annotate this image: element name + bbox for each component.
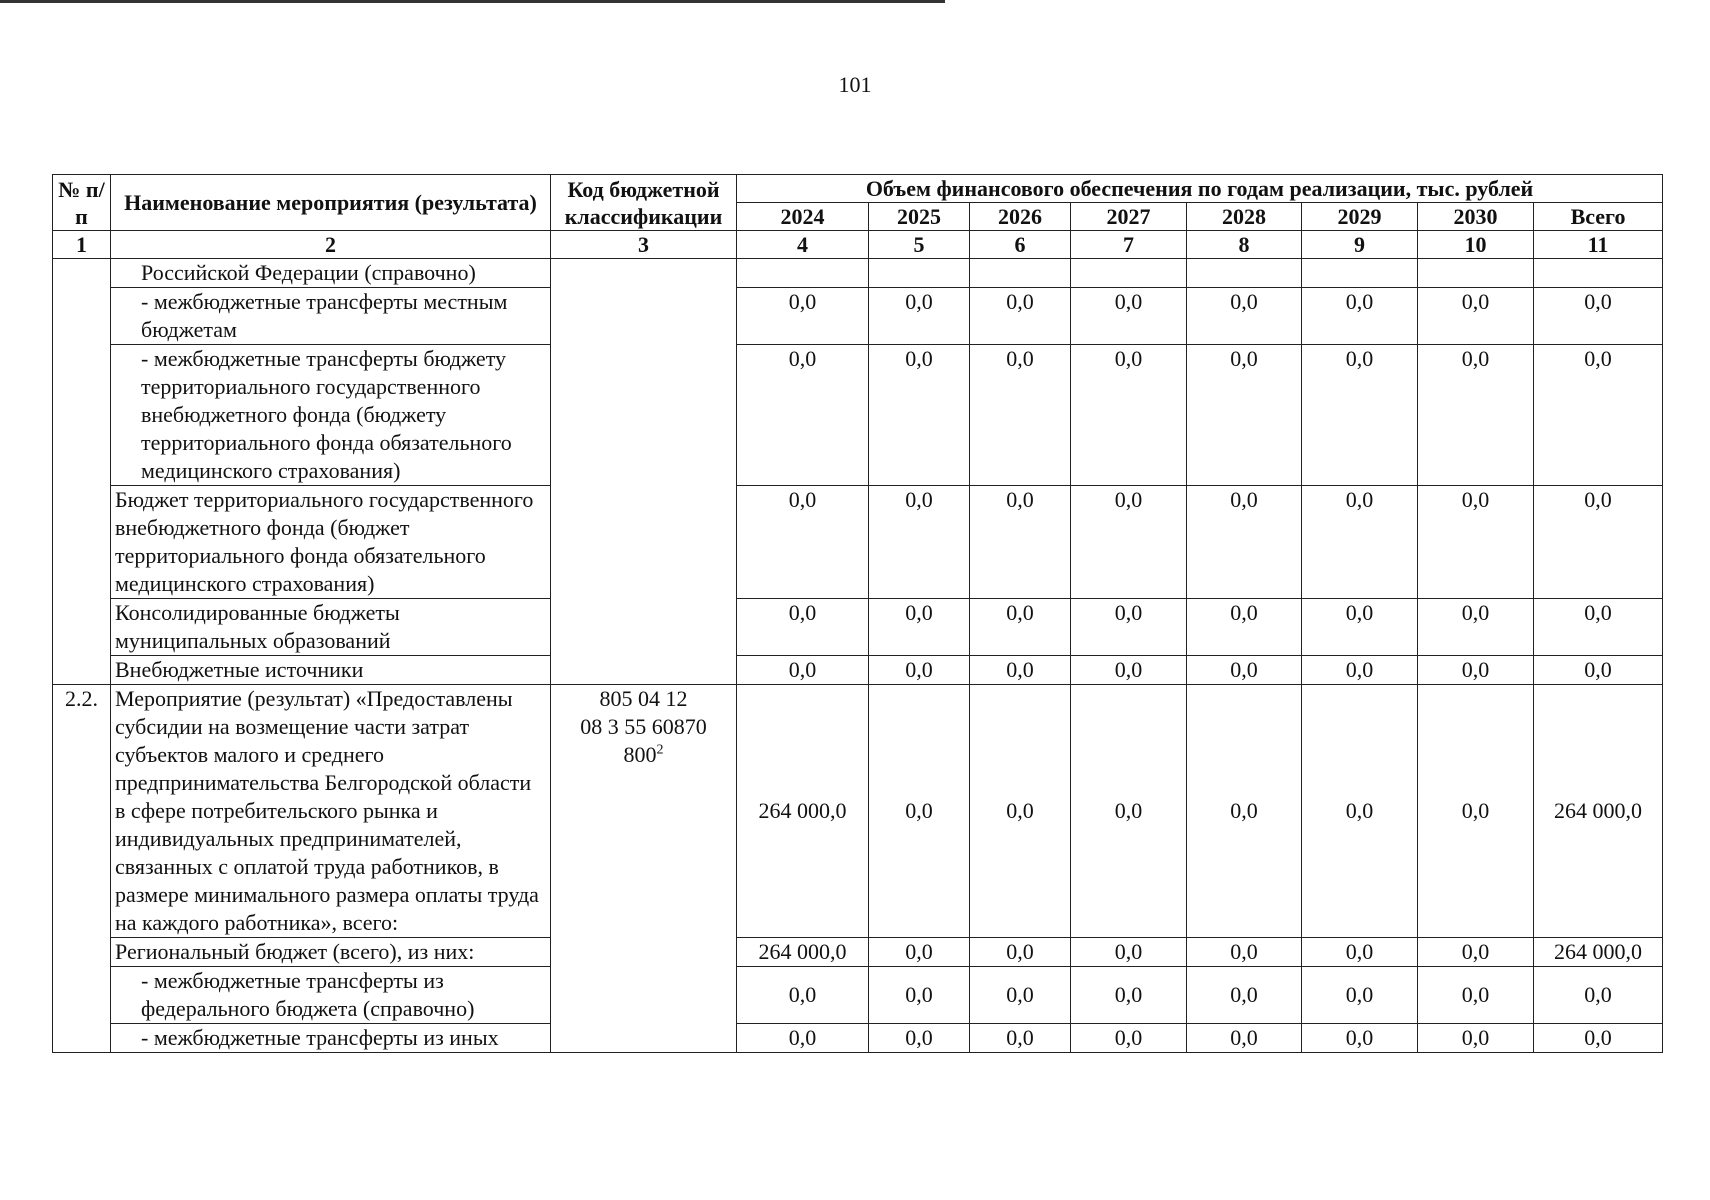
value-cell: 0,0 xyxy=(1187,685,1302,938)
value-cell: 0,0 xyxy=(869,599,970,656)
col-number: 3 xyxy=(551,231,737,259)
value-cell: 0,0 xyxy=(1187,1024,1302,1053)
col-number: 5 xyxy=(869,231,970,259)
row-name: Бюджет территориального государственного внебюджетного фонда (бюджет территориального фонда обязательного медицинского страхования) xyxy=(111,486,551,599)
col-number: 6 xyxy=(970,231,1071,259)
value-cell: 0,0 xyxy=(970,967,1071,1024)
col-number: 7 xyxy=(1071,231,1187,259)
total-cell: 0,0 xyxy=(1534,1024,1663,1053)
value-cell: 0,0 xyxy=(1071,1024,1187,1053)
header-year: 2026 xyxy=(970,203,1071,231)
value-cell: 0,0 xyxy=(869,967,970,1024)
total-cell: 0,0 xyxy=(1534,656,1663,685)
value-cell: 0,0 xyxy=(1071,288,1187,345)
header-year: 2024 xyxy=(737,203,869,231)
table-row xyxy=(53,345,1663,486)
total-cell: 264 000,0 xyxy=(1534,938,1663,967)
value-cell: 0,0 xyxy=(1071,345,1187,486)
value-cell: 0,0 xyxy=(1418,1024,1534,1053)
value-cell: 0,0 xyxy=(970,288,1071,345)
header-total: Всего xyxy=(1534,203,1663,231)
table-row xyxy=(53,486,1663,599)
header-year: 2028 xyxy=(1187,203,1302,231)
col-number: 1 xyxy=(53,231,111,259)
total-cell: 264 000,0 xyxy=(1534,685,1663,938)
value-cell: 0,0 xyxy=(869,345,970,486)
row-name: Мероприятие (результат) «Предоставлены субсидии на возмещение части затрат субъектов малого и среднего предпринимательства Белгородской области в сфере потребительского рынка и индивидуальных предпринимателей, связанных с оплатой труда работников, в размере минимального размера оплаты труда на каждого работника», всего: xyxy=(111,685,551,938)
row-name: Российской Федерации (справочно) xyxy=(111,259,551,288)
value-cell: 0,0 xyxy=(1071,656,1187,685)
col-number: 9 xyxy=(1302,231,1418,259)
header-no: № п/п xyxy=(53,175,111,231)
value-cell: 0,0 xyxy=(970,685,1071,938)
header-year: 2030 xyxy=(1418,203,1534,231)
col-number: 8 xyxy=(1187,231,1302,259)
col-number: 10 xyxy=(1418,231,1534,259)
header-volume: Объем финансового обеспечения по годам реализации, тыс. рублей xyxy=(737,175,1663,203)
value-cell: 0,0 xyxy=(737,967,869,1024)
table-row xyxy=(53,938,1663,967)
value-cell: 264 000,0 xyxy=(737,685,869,938)
budget-table xyxy=(52,174,1663,1053)
value-cell: 0,0 xyxy=(869,938,970,967)
total-cell: 0,0 xyxy=(1534,345,1663,486)
header-year: 2029 xyxy=(1302,203,1418,231)
value-cell: 0,0 xyxy=(970,486,1071,599)
header-row-1 xyxy=(53,175,1663,203)
value-cell: 0,0 xyxy=(1071,599,1187,656)
total-cell: 0,0 xyxy=(1534,599,1663,656)
table-row xyxy=(53,288,1663,345)
value-cell: 0,0 xyxy=(1302,967,1418,1024)
header-row-numbers xyxy=(53,231,1663,259)
row-name: Внебюджетные источники xyxy=(111,656,551,685)
value-cell: 0,0 xyxy=(1302,345,1418,486)
value-cell: 264 000,0 xyxy=(737,938,869,967)
value-cell: 0,0 xyxy=(1418,288,1534,345)
value-cell: 0,0 xyxy=(970,1024,1071,1053)
value-cell: 0,0 xyxy=(1418,938,1534,967)
total-cell: 0,0 xyxy=(1534,967,1663,1024)
budget-code-line: 805 04 12 xyxy=(599,686,688,711)
header-year: 2027 xyxy=(1071,203,1187,231)
value-cell: 0,0 xyxy=(1418,967,1534,1024)
value-cell: 0,0 xyxy=(1071,486,1187,599)
value-cell: 0,0 xyxy=(737,345,869,486)
top-rule xyxy=(0,0,945,3)
header-year: 2025 xyxy=(869,203,970,231)
value-cell: 0,0 xyxy=(1302,1024,1418,1053)
header-code: Код бюджетной классификации xyxy=(551,175,737,231)
value-cell: 0,0 xyxy=(1302,486,1418,599)
value-cell: 0,0 xyxy=(970,938,1071,967)
value-cell: 0,0 xyxy=(1071,685,1187,938)
value-cell: 0,0 xyxy=(1187,345,1302,486)
value-cell: 0,0 xyxy=(1302,938,1418,967)
budget-code-line-text: 800 xyxy=(623,742,657,767)
value-cell: 0,0 xyxy=(1187,599,1302,656)
value-cell: 0,0 xyxy=(1302,599,1418,656)
page-number: 101 xyxy=(838,72,872,97)
budget-code xyxy=(551,685,737,1053)
table-row xyxy=(53,685,1663,938)
row-no-cell xyxy=(53,259,111,685)
value-cell: 0,0 xyxy=(869,685,970,938)
row-name: - межбюджетные трансферты местным бюджетам xyxy=(111,288,551,345)
value-cell: 0,0 xyxy=(737,1024,869,1053)
value-cell: 0,0 xyxy=(869,486,970,599)
value-cell: 0,0 xyxy=(1418,656,1534,685)
value-cell: 0,0 xyxy=(970,345,1071,486)
value-cell: 0,0 xyxy=(1187,967,1302,1024)
table-row xyxy=(53,967,1663,1024)
header-name: Наименование мероприятия (результата) xyxy=(111,175,551,231)
value-cell: 0,0 xyxy=(1302,656,1418,685)
value-cell: 0,0 xyxy=(1187,486,1302,599)
row-name: - межбюджетные трансферты бюджету территориального государственного внебюджетного фонда (бюджету территориального фонда обязательного медицинского страхования) xyxy=(111,345,551,486)
value-cell: 0,0 xyxy=(1187,938,1302,967)
value-cell: 0,0 xyxy=(1187,288,1302,345)
footnote-mark: 2 xyxy=(656,742,664,758)
table-row xyxy=(53,599,1663,656)
row-name: Консолидированные бюджеты муниципальных образований xyxy=(111,599,551,656)
value-cell: 0,0 xyxy=(737,656,869,685)
row-name: - межбюджетные трансферты из федерального бюджета (справочно) xyxy=(111,967,551,1024)
table-row xyxy=(53,1024,1663,1053)
table-row xyxy=(53,259,1663,288)
value-cell: 0,0 xyxy=(737,599,869,656)
value-cell: 0,0 xyxy=(1418,486,1534,599)
row-no: 2.2. xyxy=(53,685,111,1053)
value-cell: 0,0 xyxy=(869,288,970,345)
row-code-cell xyxy=(551,259,737,685)
row-name: - межбюджетные трансферты из иных xyxy=(111,1024,551,1053)
value-cell: 0,0 xyxy=(737,288,869,345)
col-number: 2 xyxy=(111,231,551,259)
row-name: Региональный бюджет (всего), из них: xyxy=(111,938,551,967)
value-cell: 0,0 xyxy=(1418,685,1534,938)
col-number: 11 xyxy=(1534,231,1663,259)
col-number: 4 xyxy=(737,231,869,259)
value-cell: 0,0 xyxy=(970,599,1071,656)
value-cell: 0,0 xyxy=(1187,656,1302,685)
value-cell: 0,0 xyxy=(1418,345,1534,486)
value-cell: 0,0 xyxy=(1071,967,1187,1024)
value-cell: 0,0 xyxy=(869,1024,970,1053)
value-cell: 0,0 xyxy=(1418,599,1534,656)
total-cell: 0,0 xyxy=(1534,486,1663,599)
budget-code-line: 08 3 55 60870 xyxy=(580,714,707,739)
value-cell: 0,0 xyxy=(737,486,869,599)
value-cell: 0,0 xyxy=(970,656,1071,685)
value-cell: 0,0 xyxy=(1071,938,1187,967)
budget-code-line xyxy=(555,741,732,769)
table-row xyxy=(53,656,1663,685)
value-cell: 0,0 xyxy=(1302,288,1418,345)
value-cell: 0,0 xyxy=(1302,685,1418,938)
total-cell: 0,0 xyxy=(1534,288,1663,345)
value-cell: 0,0 xyxy=(869,656,970,685)
